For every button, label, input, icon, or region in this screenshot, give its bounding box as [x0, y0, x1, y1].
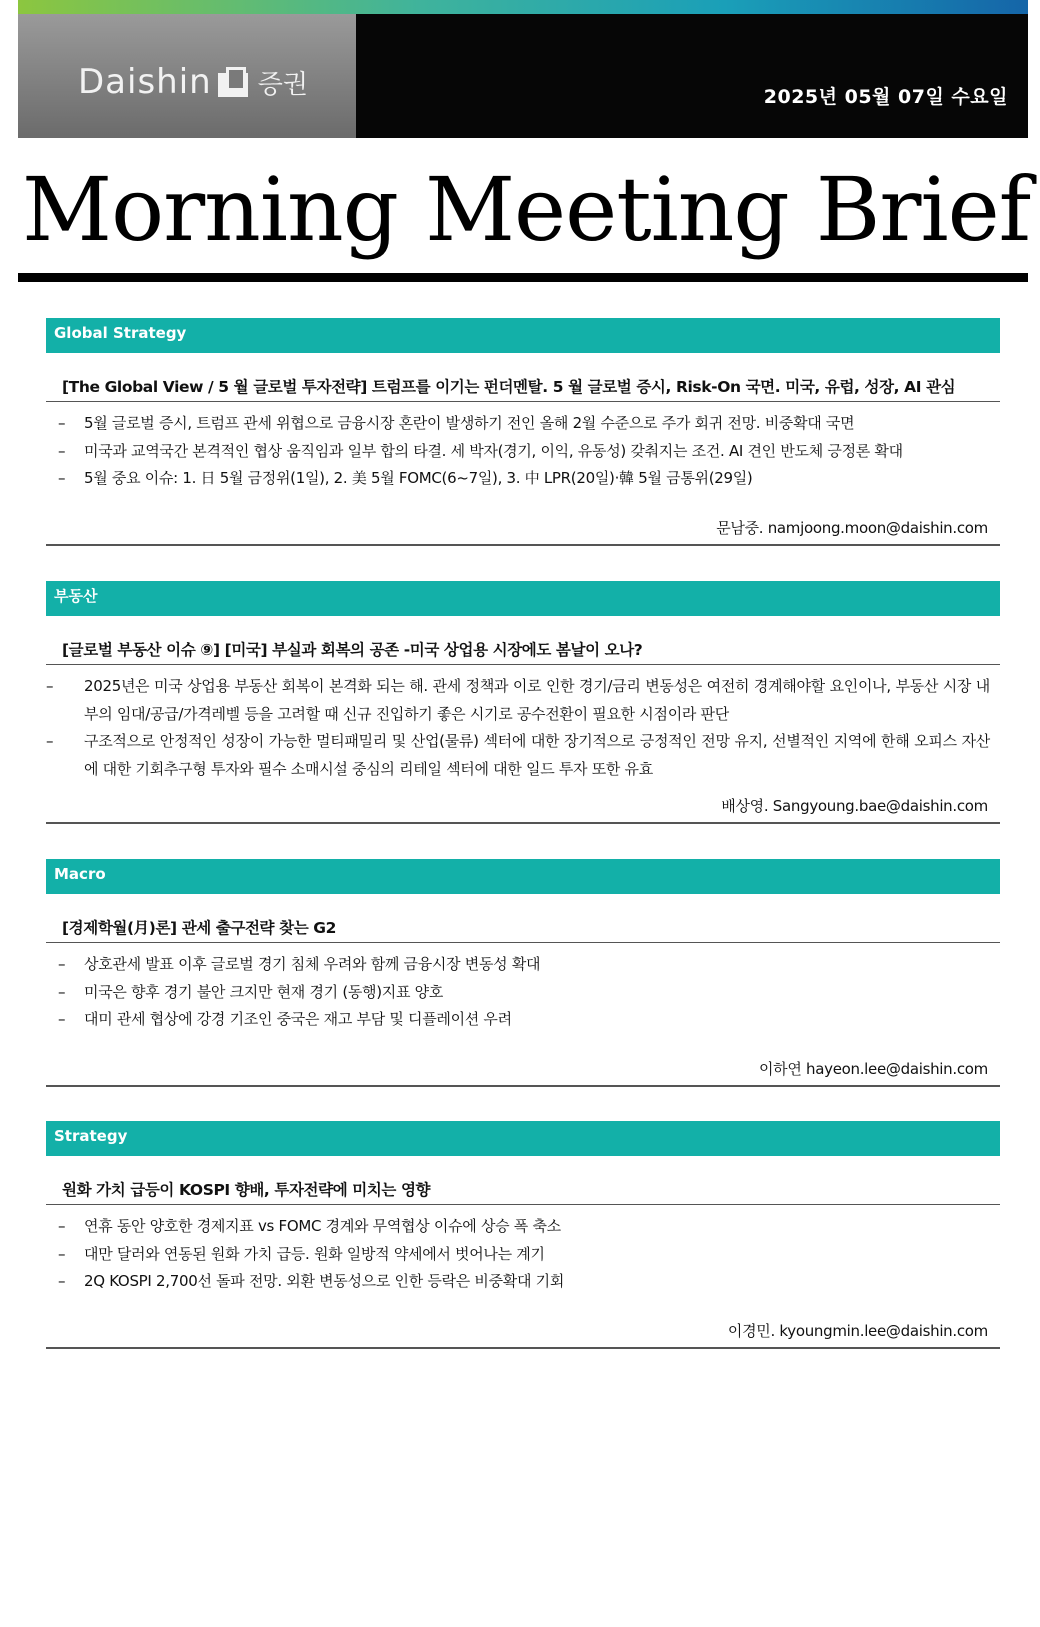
- bullet-item: – 2025년은 미국 상업용 부동산 회복이 본격화 되는 해. 관세 정책과 이로 인한 경기/금리 변동성은 여전히 경계해야할 요인이나, 부동산 시장 내부의 임대/공급/가격레벨 등을 고려할 때 신규 진입하기 좋은 시기로 공수전환이 필요한 시점이라 판단: [46, 677, 990, 723]
- section-title: [경제학월(月)론] 관세 출구전략 찾는 G2: [62, 919, 336, 937]
- logo-panel: [18, 14, 356, 138]
- section-title: [글로벌 부동산 이슈 ⑨] [미국] 부실과 회복의 공존 -미국 상업용 시장에도 봄날이 오나?: [62, 641, 643, 659]
- section-title-divider: [46, 401, 1000, 402]
- section-strategy: [46, 1121, 1000, 1349]
- section-real-estate: [46, 581, 1000, 824]
- bullet-item: – 구조적으로 안정적인 성장이 가능한 멀티패밀리 및 산업(물류) 섹터에 대한 장기적으로 긍정적인 전망 유지, 선별적인 지역에 한해 오피스 자산에 대한 기회추구형 투자와 필수 소매시설 중심의 리테일 섹터에 대한 일드 투자 또한 유효: [46, 732, 990, 778]
- brand-mark-icon: [218, 67, 248, 97]
- section-macro: [46, 859, 1000, 1087]
- section-bottom-divider: [46, 544, 1000, 546]
- bullet-list: [46, 951, 1000, 1034]
- header-gradient-bar: [18, 0, 1028, 14]
- bullet-item: – 상호관세 발표 이후 글로벌 경기 침체 우려와 함께 금융시장 변동성 확대: [58, 955, 541, 973]
- bullet-list: [46, 673, 1000, 783]
- author-contact: 배상영. Sangyoung.bae@daishin.com: [721, 797, 988, 815]
- section-title-divider: [46, 942, 1000, 943]
- author-contact: 문남중. namjoong.moon@daishin.com: [716, 518, 988, 537]
- bullet-item: – 대미 관세 협상에 강경 기조인 중국은 재고 부담 및 디플레이션 우려: [58, 1010, 512, 1028]
- section-bottom-divider: [46, 822, 1000, 824]
- section-title: [The Global View / 5 월 글로벌 투자전략] 트럼프를 이기는 펀더멘탈. 5 월 글로벌 증시, Risk-On 국면. 미국, 유럽, 성장, AI 관심: [62, 378, 956, 396]
- author-contact: 이하연 hayeon.lee@daishin.com: [758, 1059, 988, 1078]
- brand-logo: [78, 62, 308, 102]
- bullet-item: – 5월 중요 이슈: 1. 日 5월 금정위(1일), 2. 美 5월 FOMC(6~7일), 3. 中 LPR(20일)·韓 5월 금통위(29일): [58, 469, 753, 487]
- section-bottom-divider: [46, 1085, 1000, 1087]
- bullet-item: – 연휴 동안 양호한 경제지표 vs FOMC 경계와 무역협상 이슈에 상승 폭 축소: [58, 1217, 561, 1235]
- bullet-item: – 5월 글로벌 증시, 트럼프 관세 위협으로 금융시장 혼란이 발생하기 전인 올해 2월 수준으로 주가 회귀 전망. 비중확대 국면: [58, 414, 855, 432]
- section-header: Strategy: [46, 1121, 1000, 1156]
- bullet-list: [46, 1213, 1000, 1296]
- section-title-divider: [46, 1204, 1000, 1205]
- section-bottom-divider: [46, 1347, 1000, 1349]
- bullet-item: – 미국과 교역국간 본격적인 협상 움직임과 일부 합의 타결. 세 박자(경기, 이익, 유동성) 갖춰지는 조건. AI 견인 반도체 긍정론 확대: [58, 441, 903, 460]
- brand-sub: 증권: [257, 69, 308, 100]
- section-global-strategy: [46, 318, 1000, 546]
- bullet-list: [46, 410, 1000, 493]
- bullet-item: – 대만 달러와 연동된 원화 가치 급등. 원화 일방적 약세에서 벗어나는 계기: [58, 1244, 545, 1263]
- author-contact: 이경민. kyoungmin.lee@daishin.com: [727, 1321, 988, 1340]
- page-title: Morning Meeting Brief: [22, 158, 1031, 261]
- date-panel: [356, 14, 1028, 138]
- section-title-divider: [46, 664, 1000, 665]
- bullet-item: – 2Q KOSPI 2,700선 돌파 전망. 외환 변동성으로 인한 등락은 비중확대 기회: [58, 1272, 565, 1290]
- report-date: 2025년 05월 07일 수요일: [763, 86, 1008, 108]
- title-divider: [18, 273, 1028, 282]
- section-header: Macro: [46, 859, 1000, 894]
- section-header: Global Strategy: [46, 318, 1000, 353]
- brand-name: Daishin: [78, 62, 212, 102]
- bullet-item: – 미국은 향후 경기 불안 크지만 현재 경기 (동행)지표 양호: [58, 982, 444, 1001]
- section-header: 부동산: [46, 581, 1000, 616]
- section-title: 원화 가치 급등이 KOSPI 향배, 투자전략에 미치는 영향: [62, 1181, 431, 1199]
